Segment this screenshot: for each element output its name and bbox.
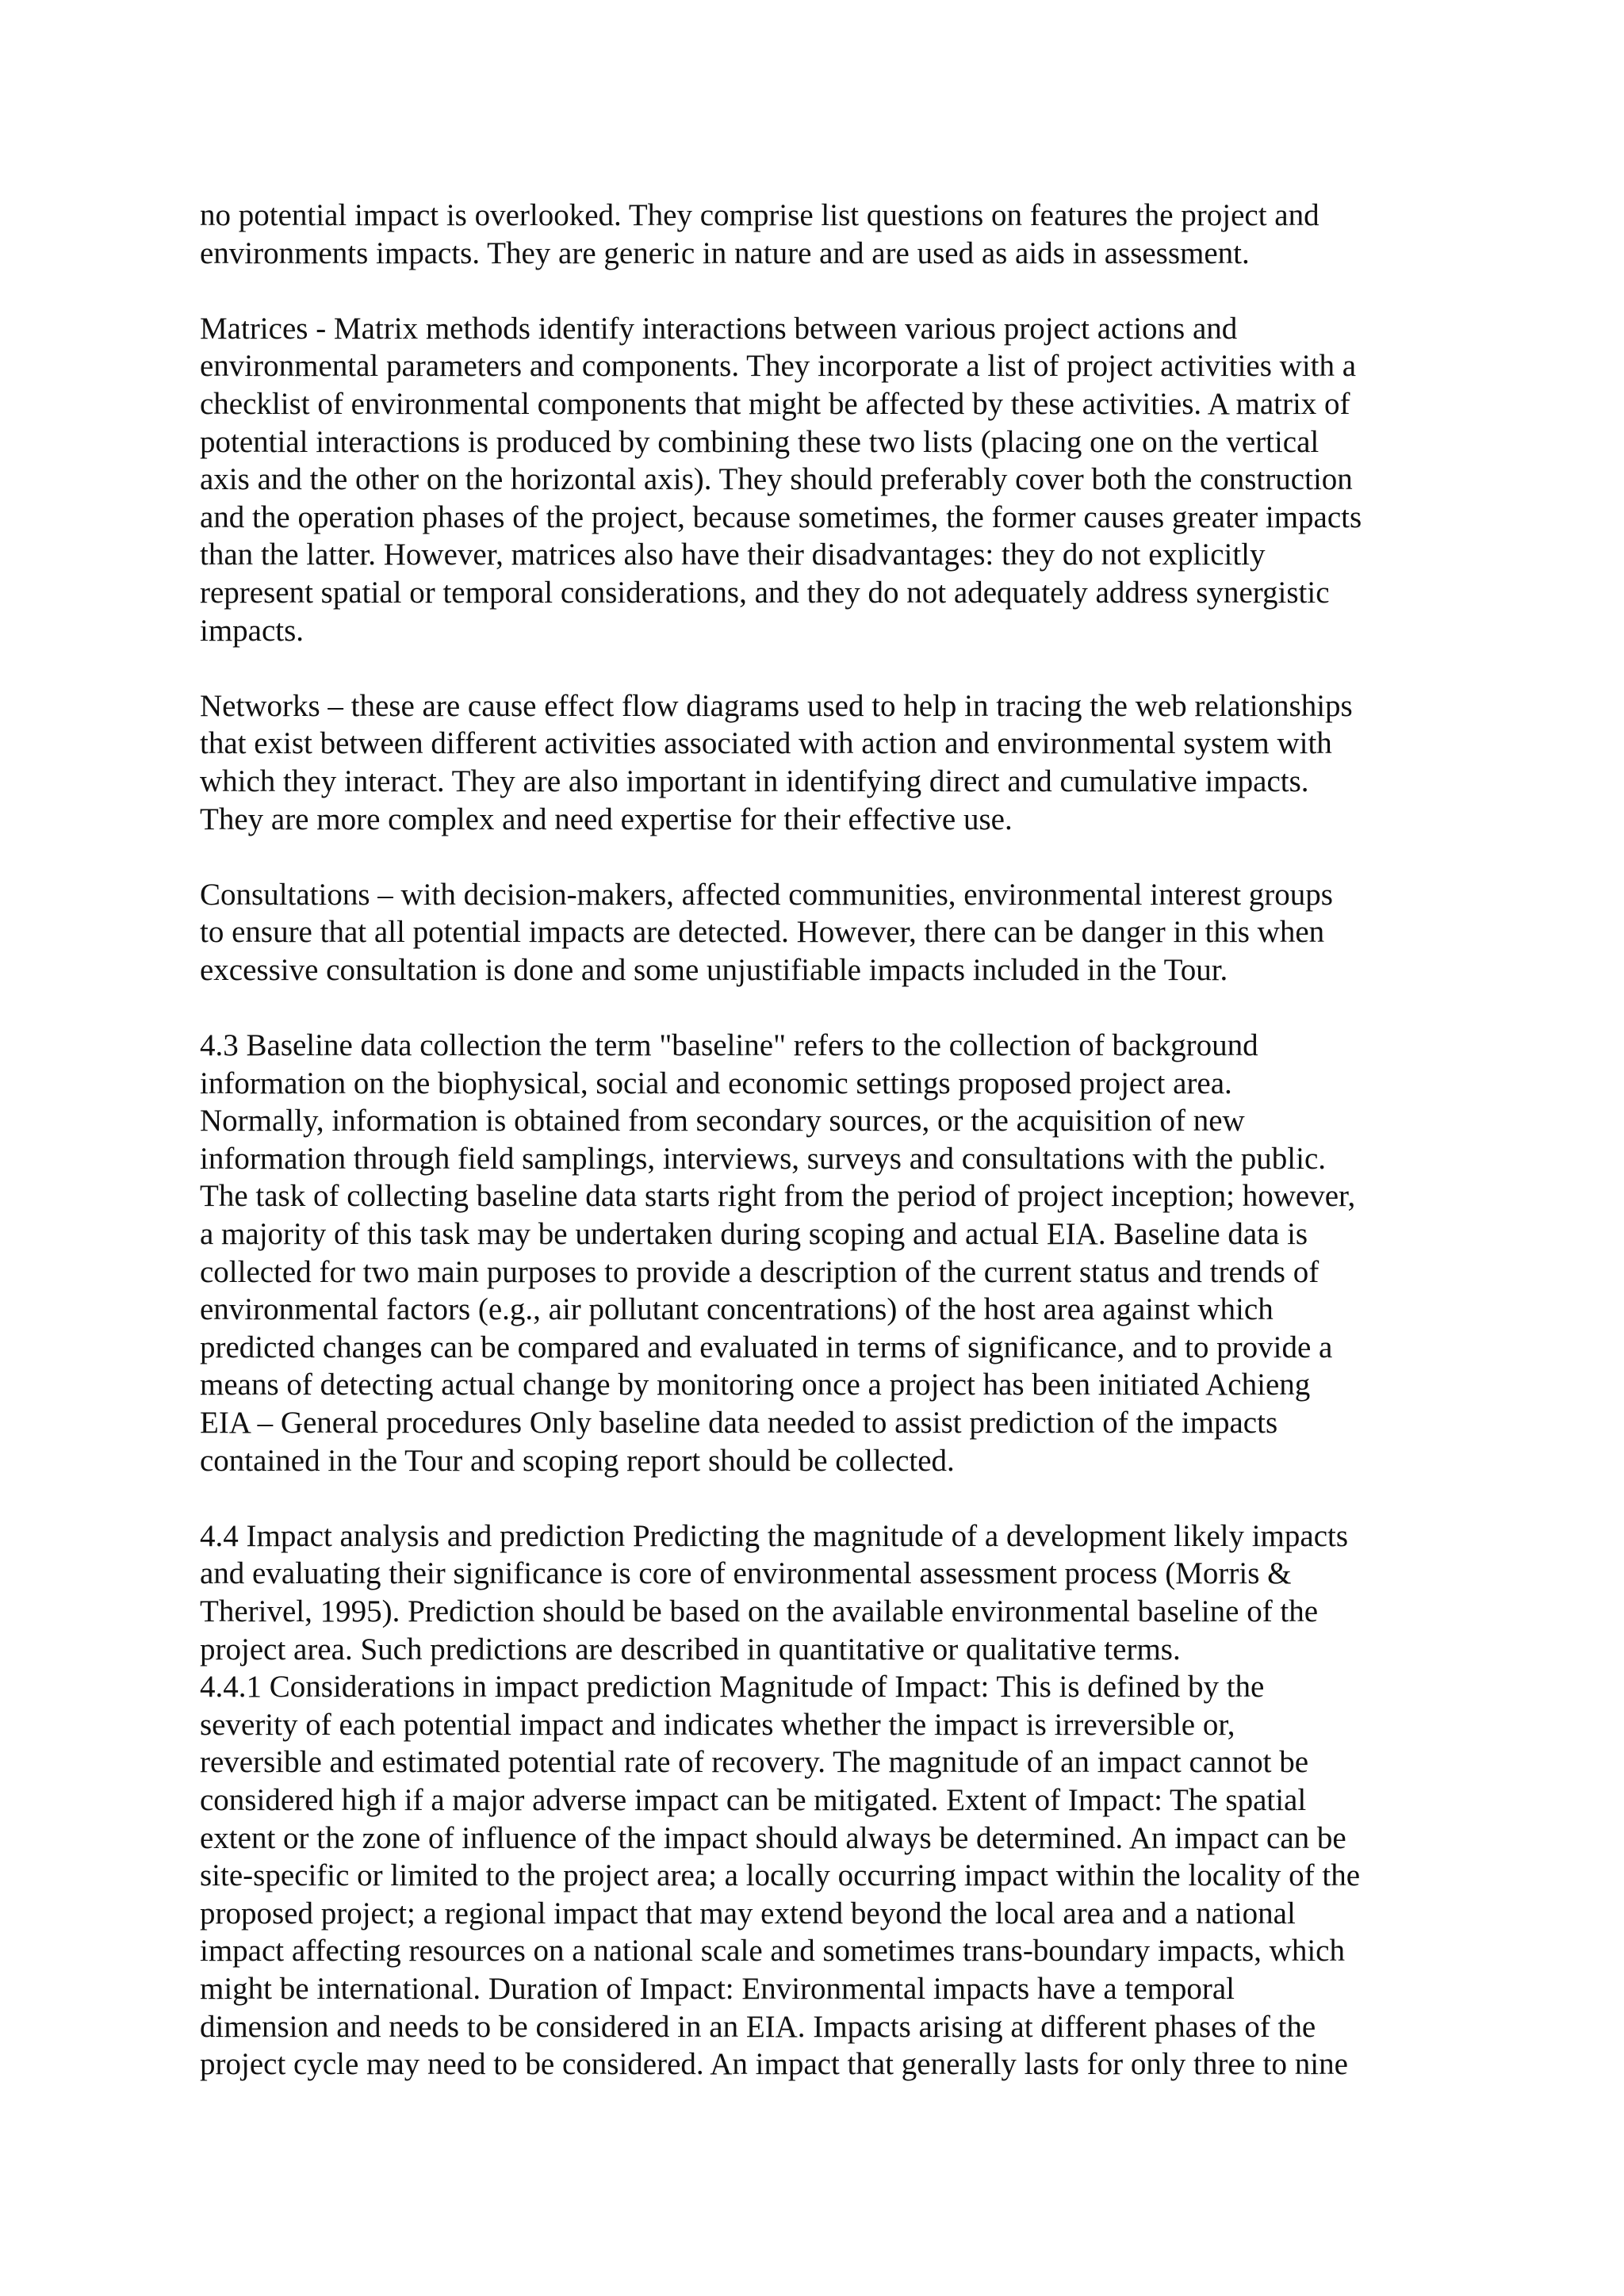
text-line: information on the biophysical, social and economic settings proposed project area. [200,1066,1232,1100]
text-line: severity of each potential impact and indicates whether the impact is irreversible or, [200,1707,1235,1742]
text-line: dimension and needs to be considered in an EIA. Impacts arising at different phases of the [200,2009,1316,2044]
paragraph-networks [200,687,1469,838]
text-line: impacts. [200,613,304,648]
text-line: considered high if a major adverse impact can be mitigated. Extent of Impact: The spatial [200,1782,1307,1817]
text-line: 4.4 Impact analysis and prediction Predicting the magnitude of a development likely impacts [200,1518,1349,1553]
text-line: excessive consultation is done and some unjustifiable impacts included in the Tour. [200,952,1228,987]
text-line: axis and the other on the horizontal axis). They should preferably cover both the construction [200,462,1353,497]
paragraph-matrices [200,310,1469,649]
text-line: might be international. Duration of Impact: Environmental impacts have a temporal [200,1971,1235,2006]
text-line: Consultations – with decision-makers, affected communities, environmental interest groups [200,877,1333,912]
text-line: site-specific or limited to the project area; a locally occurring impact within the locality of the [200,1858,1361,1893]
text-line: potential interactions is produced by combining these two lists (placing one on the vertical [200,424,1320,459]
text-line: represent spatial or temporal considerations, and they do not adequately address synergistic [200,575,1330,610]
text-line: 4.4.1 Considerations in impact prediction Magnitude of Impact: This is defined by the [200,1670,1265,1705]
text-line: Therivel, 1995). Prediction should be based on the available environmental baseline of the [200,1594,1319,1628]
text-line: to ensure that all potential impacts are detected. However, there can be danger in this when [200,915,1325,950]
paragraph-baseline-data [200,1027,1469,1479]
text-line: EIA – General procedures Only baseline data needed to assist prediction of the impacts [200,1406,1278,1440]
text-line: Normally, information is obtained from secondary sources, or the acquisition of new [200,1104,1245,1138]
text-line: They are more complex and need expertise for their effective use. [200,802,1013,836]
text-line: and the operation phases of the project, because sometimes, the former causes greater impacts [200,499,1362,534]
text-line: a majority of this task may be undertaken during scoping and actual EIA. Baseline data is [200,1217,1308,1252]
text-line: project area. Such predictions are described in quantitative or qualitative terms. [200,1632,1181,1667]
text-line: reversible and estimated potential rate of recovery. The magnitude of an impact cannot be [200,1745,1309,1780]
text-line: information through field samplings, interviews, surveys and consultations with the public. [200,1141,1327,1176]
paragraph-checklists-continued [200,197,1469,272]
document-page [200,197,1469,2084]
text-line: that exist between different activities associated with action and environmental system with [200,726,1332,761]
paragraph-consultations [200,876,1469,989]
text-line: environmental parameters and components. They incorporate a list of project activities with a [200,349,1357,384]
text-line: and evaluating their significance is core of environmental assessment process (Morris & [200,1556,1292,1591]
text-line: The task of collecting baseline data starts right from the period of project inception; however, [200,1179,1356,1214]
text-line: environments impacts. They are generic in nature and are used as aids in assessment. [200,235,1250,270]
text-line: collected for two main purposes to provide a description of the current status and trends of [200,1254,1320,1289]
text-line: contained in the Tour and scoping report should be collected. [200,1443,955,1478]
text-line: no potential impact is overlooked. They comprise list questions on features the project and [200,198,1320,232]
text-line: Networks – these are cause effect flow diagrams used to help in tracing the web relationships [200,688,1353,723]
text-line: than the latter. However, matrices also have their disadvantages: they do not explicitly [200,538,1266,572]
text-line: impact affecting resources on a national scale and sometimes trans-boundary impacts, which [200,1934,1345,1969]
text-line: 4.3 Baseline data collection the term "baseline" refers to the collection of background [200,1028,1258,1063]
text-line: checklist of environmental components that might be affected by these activities. A matrix of [200,386,1350,421]
text-line: proposed project; a regional impact that may extend beyond the local area and a national [200,1896,1296,1931]
text-line: which they interact. They are also important in identifying direct and cumulative impacts. [200,763,1309,798]
text-line: environmental factors (e.g., air pollutant concentrations) of the host area against which [200,1292,1274,1327]
text-line: predicted changes can be compared and evaluated in terms of significance, and to provide a [200,1330,1333,1364]
text-line: project cycle may need to be considered. An impact that generally lasts for only three to nine [200,2047,1348,2082]
text-line: means of detecting actual change by monitoring once a project has been initiated Achieng [200,1368,1311,1402]
text-line: extent or the zone of influence of the impact should always be determined. An impact can be [200,1820,1346,1855]
text-line: Matrices - Matrix methods identify interactions between various project actions and [200,311,1238,346]
paragraph-impact-analysis [200,1517,1469,2084]
